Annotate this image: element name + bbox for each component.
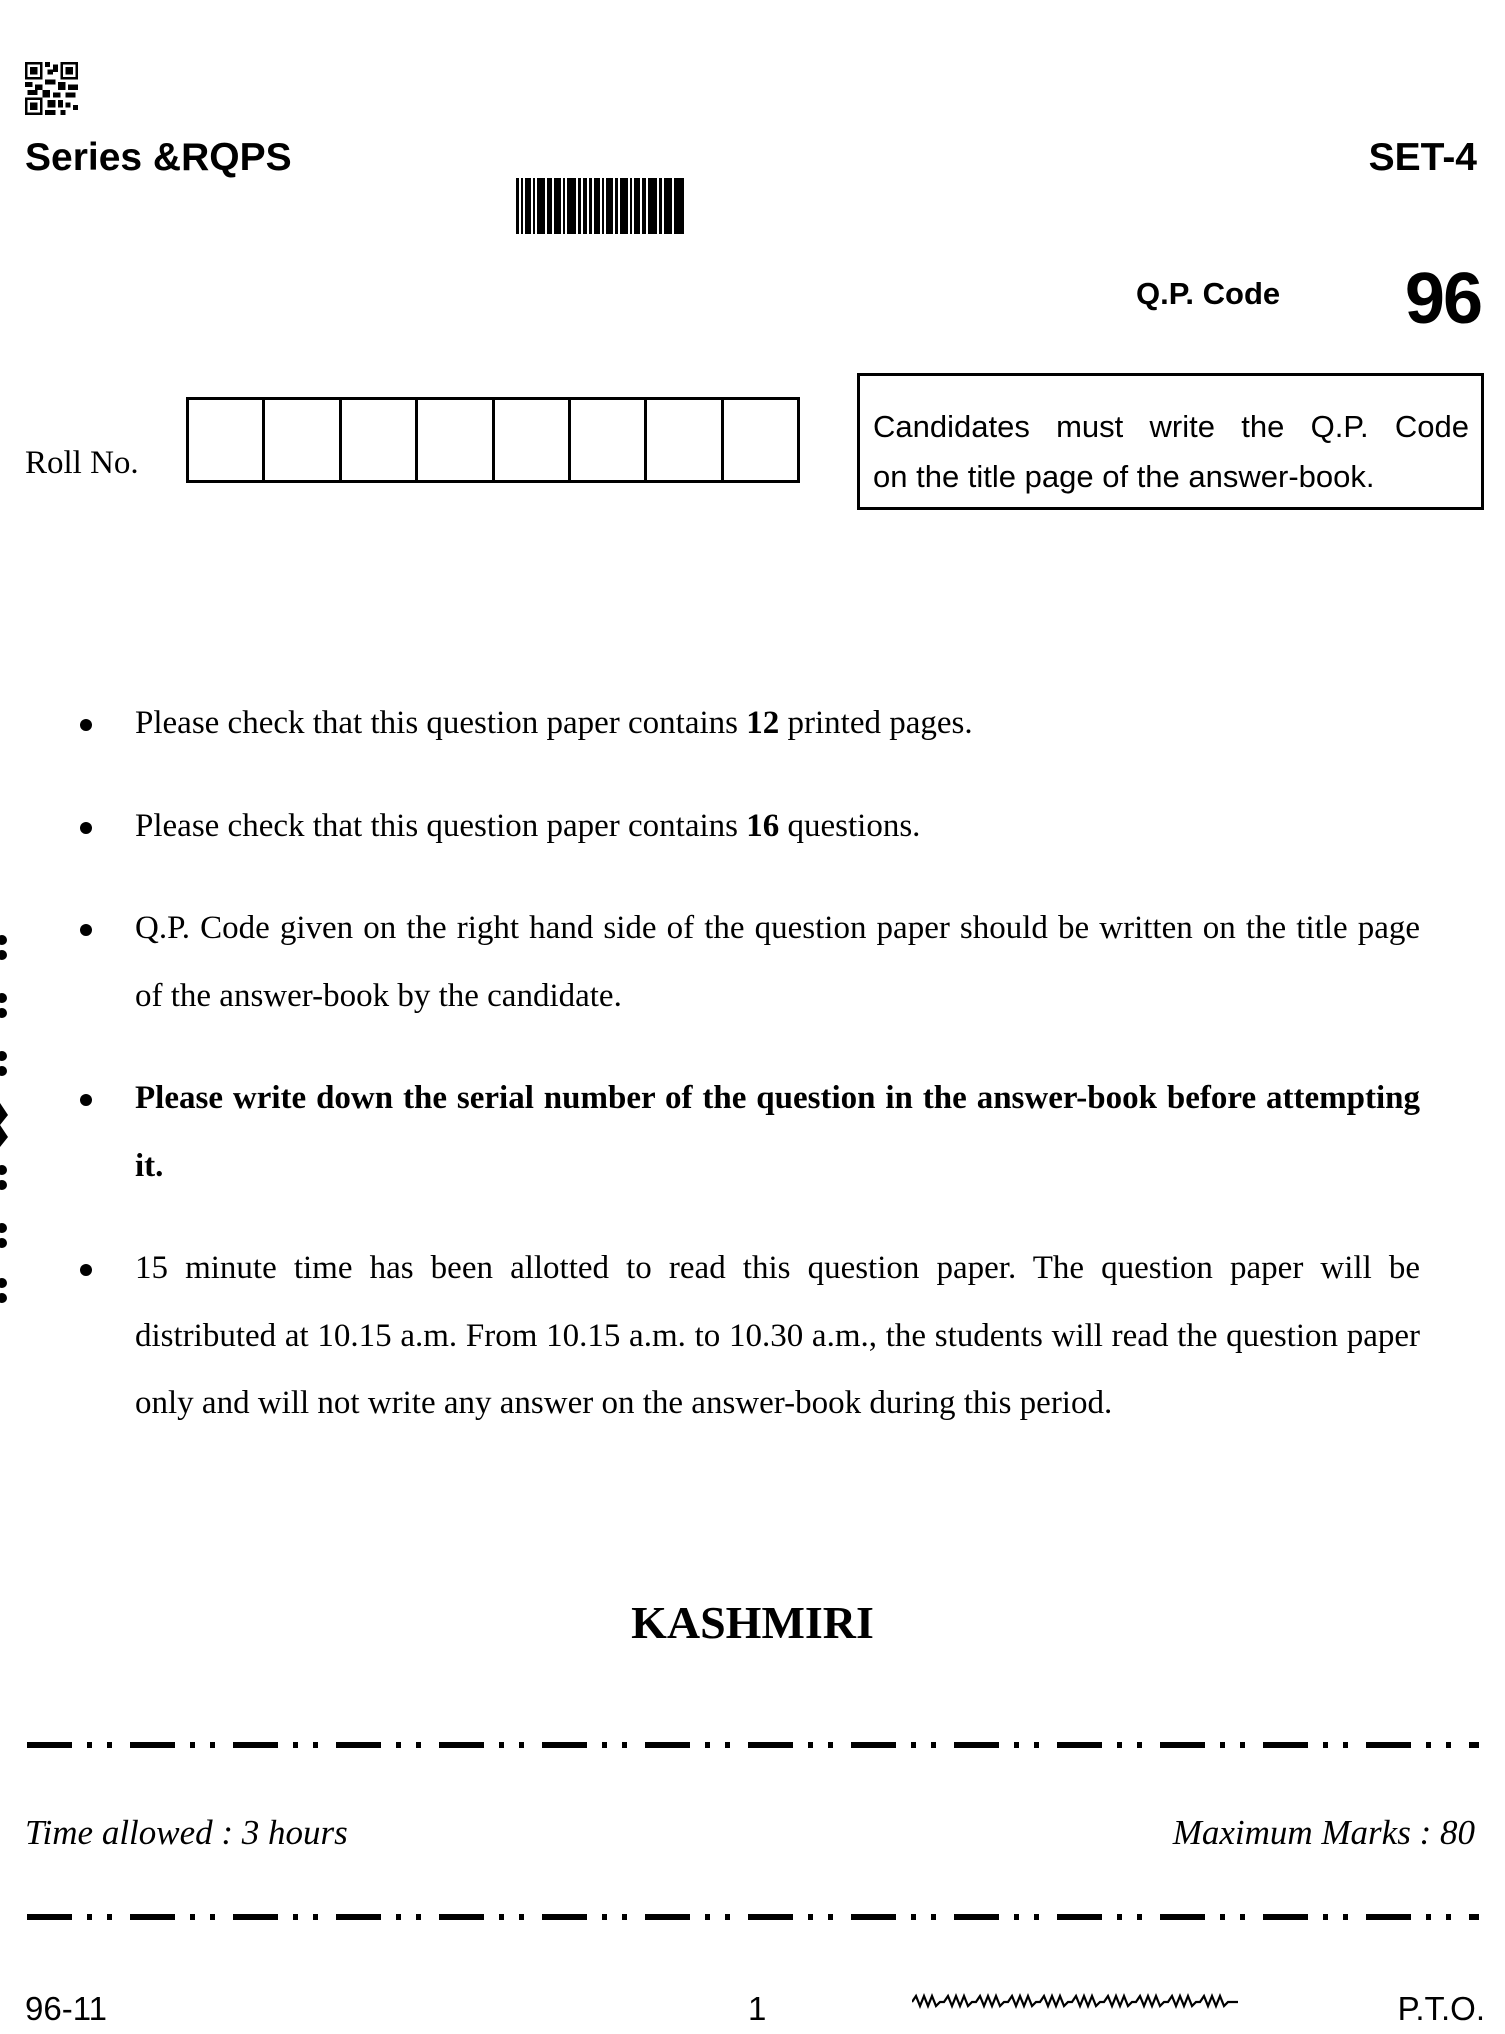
set-label: SET-4 <box>1368 136 1477 179</box>
instruction-item: Please check that this question paper contains 16 questions. <box>80 793 1420 861</box>
instruction-item: Q.P. Code given on the right hand side of the question paper should be written on the title page of the answer-book by the candidate. <box>80 895 1420 1030</box>
bullet-icon <box>80 924 92 936</box>
roll-number-box[interactable] <box>571 400 647 480</box>
instruction-item: 15 minute time has been allotted to read this question paper. The question paper will be distributed at 10.15 a.m. From 10.15 a.m. to 10.30 a.m., the students will read the question paper only and will not write any answer on the answer-book during this period. <box>80 1235 1420 1438</box>
qr-code-icon <box>25 62 78 115</box>
bullet-icon <box>80 822 92 834</box>
divider-dash-dot <box>27 1914 1479 1920</box>
cut-marks-icon <box>0 925 12 1305</box>
barcode-icon <box>516 178 684 234</box>
roll-number-box[interactable] <box>647 400 723 480</box>
instructions-list <box>80 690 1420 1438</box>
instruction-item: Please check that this question paper contains 12 printed pages. <box>80 690 1420 758</box>
roll-number-box[interactable] <box>265 400 341 480</box>
roll-number-box[interactable] <box>724 400 797 480</box>
roll-number-box[interactable] <box>342 400 418 480</box>
divider-dash-dot <box>27 1742 1479 1748</box>
qp-code-notice-box <box>857 373 1484 510</box>
subject-title: KASHMIRI <box>631 1597 874 1648</box>
notice-line-2: on the title page of the answer-book. <box>873 459 1375 494</box>
series-label: Series &RQPS <box>25 136 292 179</box>
roll-number-box[interactable] <box>495 400 571 480</box>
footer-pto: P.T.O. <box>1397 1990 1485 2027</box>
footer-paper-code: 96-11 <box>25 1990 107 2027</box>
qp-code-value: 96 <box>1404 259 1481 339</box>
qp-code-label: Q.P. Code <box>1136 276 1281 311</box>
roll-number-label: Roll No. <box>25 445 139 481</box>
roll-number-boxes <box>186 397 800 483</box>
bullet-icon <box>80 1094 92 1106</box>
roll-number-box[interactable] <box>189 400 265 480</box>
notice-line-1: Candidates must write the Q.P. Code <box>873 409 1469 444</box>
wavy-line-icon <box>912 1992 1238 2010</box>
instruction-item: Please write down the serial number of the question in the answer-book before attempting it. <box>80 1065 1420 1200</box>
roll-number-box[interactable] <box>418 400 494 480</box>
maximum-marks: Maximum Marks : 80 <box>1172 1813 1475 1852</box>
footer-page-number: 1 <box>748 1990 767 2027</box>
question-count: 16 <box>746 807 780 844</box>
page-count: 12 <box>746 705 780 741</box>
time-allowed: Time allowed : 3 hours <box>25 1813 348 1852</box>
bullet-icon <box>80 719 92 731</box>
bullet-icon <box>80 1264 92 1276</box>
